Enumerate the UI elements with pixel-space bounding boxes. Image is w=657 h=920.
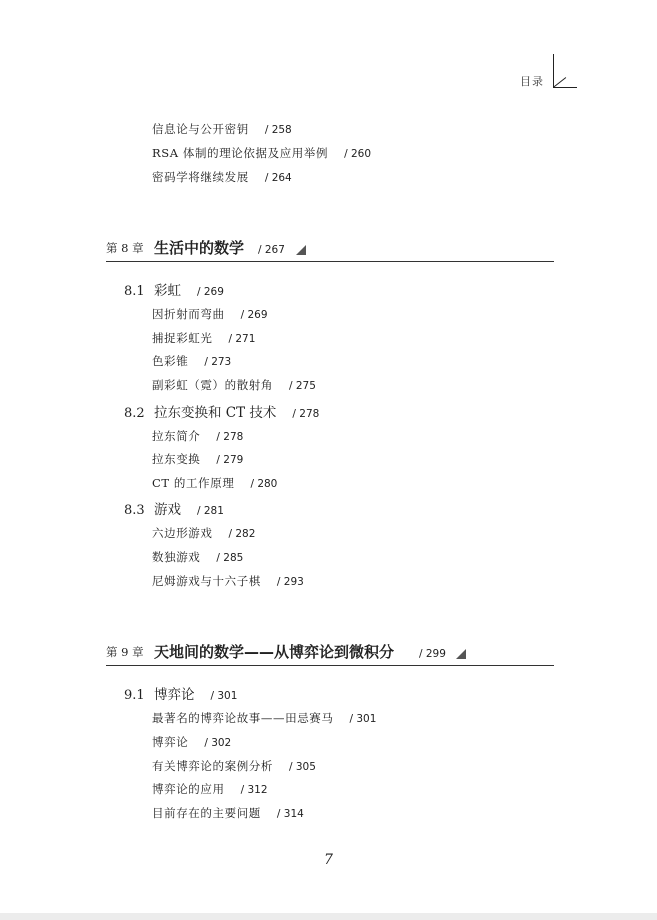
entry-page: / 285	[216, 552, 244, 564]
entry-title: 数独游戏	[152, 550, 201, 564]
entry-title: 拉东变换	[152, 452, 201, 466]
section-title: 拉东变换和 CT 技术	[154, 405, 277, 421]
entry-page: / 264	[264, 172, 292, 184]
chapter-label: 第 8 章	[106, 241, 144, 255]
toc-entry[interactable]	[152, 805, 304, 821]
bottom-divider	[0, 913, 657, 920]
entry-title: 尼姆游戏与十六子棋	[152, 574, 261, 588]
entry-title: RSA 体制的理论依据及应用举例	[152, 146, 329, 160]
chapter-title: 天地间的数学——从博弈论到微积分	[154, 643, 395, 661]
section-heading[interactable]	[124, 683, 237, 703]
entry-title: 因折射而弯曲	[152, 307, 225, 321]
section-page: / 281	[197, 505, 224, 517]
triangle-marker-icon	[456, 649, 466, 659]
entry-page: / 275	[289, 380, 316, 392]
entry-page: / 271	[228, 333, 256, 345]
toc-entry[interactable]	[152, 758, 316, 774]
entry-title: 有关博弈论的案例分析	[152, 759, 273, 773]
entry-page: / 260	[344, 148, 372, 160]
entry-page: / 279	[216, 454, 244, 466]
toc-entry[interactable]	[152, 549, 243, 565]
entry-page: / 305	[289, 761, 316, 773]
entry-page: / 312	[240, 784, 268, 796]
entry-page: / 280	[250, 478, 278, 490]
toc-entry[interactable]	[152, 306, 268, 322]
chapter-page: / 299	[419, 648, 446, 660]
entry-title: 拉东简介	[152, 429, 201, 443]
entry-page: / 282	[228, 528, 256, 540]
toc-entry[interactable]	[152, 710, 376, 726]
toc-entry[interactable]	[152, 451, 243, 467]
section-number: 8.2	[124, 406, 145, 421]
section-heading[interactable]	[124, 279, 224, 299]
entry-title: 目前存在的主要问题	[152, 806, 261, 820]
toc-entry[interactable]	[152, 169, 292, 185]
section-title: 彩虹	[154, 283, 181, 299]
section-title: 游戏	[154, 502, 181, 518]
section-page: / 278	[292, 408, 320, 420]
entry-title: 信息论与公开密钥	[152, 122, 249, 136]
section-page: / 269	[197, 286, 224, 298]
running-header: 目录	[520, 75, 544, 88]
toc-entry[interactable]	[152, 330, 255, 346]
chapter-heading[interactable]	[106, 641, 554, 663]
entry-title: 六边形游戏	[152, 526, 213, 540]
toc-entry[interactable]	[152, 781, 268, 797]
chapter-page: / 267	[258, 244, 285, 256]
entry-title: 博弈论	[152, 735, 189, 749]
chapter-label: 第 9 章	[106, 645, 144, 659]
entry-page: / 314	[276, 808, 304, 820]
section-title: 博弈论	[154, 687, 195, 703]
chapter-rule	[106, 665, 554, 666]
entry-page: / 269	[240, 309, 268, 321]
entry-title: 最著名的博弈论故事——田忌赛马	[152, 711, 334, 725]
section-heading[interactable]	[124, 498, 224, 518]
entry-title: 捕捉彩虹光	[152, 331, 213, 345]
chapter-rule	[106, 261, 554, 262]
toc-entry[interactable]	[152, 525, 255, 541]
chapter-title: 生活中的数学	[154, 239, 245, 257]
toc-entry[interactable]	[152, 428, 243, 444]
toc-entry[interactable]	[152, 377, 316, 393]
page-number: 7	[324, 852, 333, 868]
entry-page: / 278	[216, 431, 244, 443]
triangle-marker-icon	[296, 245, 306, 255]
toc-entry[interactable]	[152, 475, 277, 491]
entry-page: / 302	[204, 737, 232, 749]
toc-entry[interactable]	[152, 573, 304, 589]
section-number: 9.1	[124, 688, 145, 703]
entry-title: 色彩锥	[152, 354, 189, 368]
entry-title: 博弈论的应用	[152, 782, 225, 796]
entry-page: / 273	[204, 356, 232, 368]
section-heading[interactable]	[124, 401, 319, 421]
toc-entry[interactable]	[152, 734, 231, 750]
entry-page: / 258	[264, 124, 292, 136]
toc-entry[interactable]	[152, 121, 292, 137]
entry-page: / 293	[276, 576, 304, 588]
toc-entry[interactable]	[152, 145, 371, 161]
section-number: 8.3	[124, 503, 145, 518]
entry-title: 副彩虹（霓）的散射角	[152, 378, 273, 392]
section-number: 8.1	[124, 284, 145, 299]
chapter-heading[interactable]	[106, 237, 554, 259]
entry-title: 密码学将继续发展	[152, 170, 249, 184]
section-page: / 301	[210, 690, 238, 702]
entry-title: CT 的工作原理	[152, 476, 235, 490]
toc-entry[interactable]	[152, 353, 231, 369]
entry-page: / 301	[349, 713, 377, 725]
